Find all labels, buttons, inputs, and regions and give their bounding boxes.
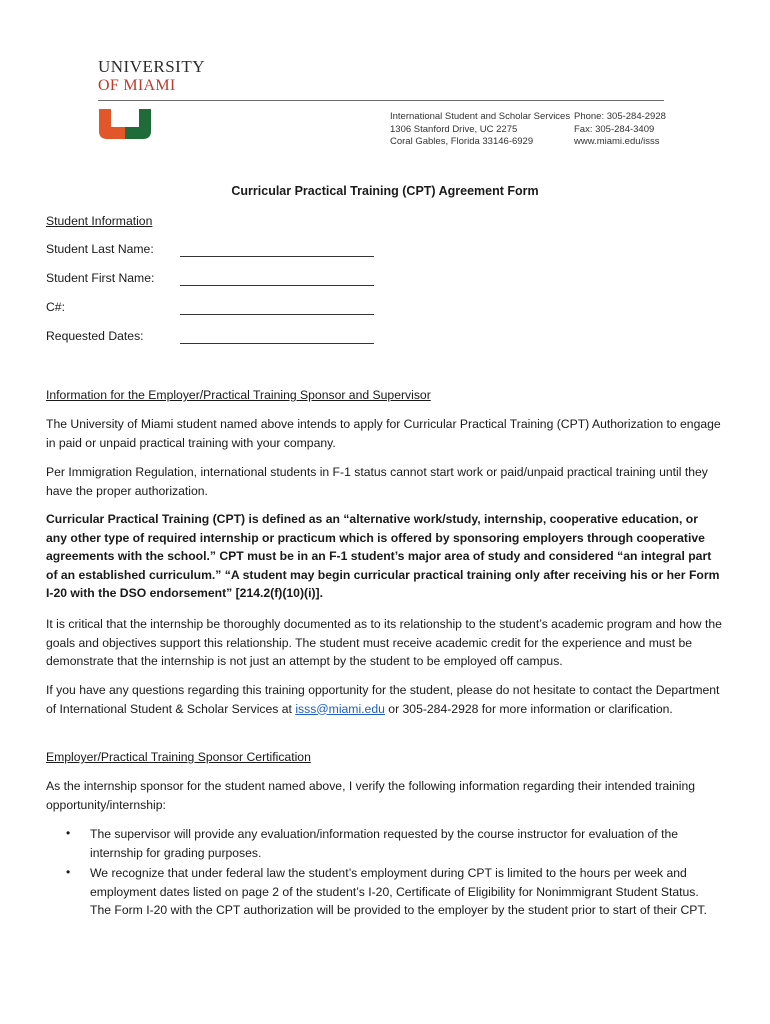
label-cnum: C#: bbox=[46, 300, 65, 314]
section-heading-student: Student Information bbox=[46, 214, 153, 228]
contact-text-end: or 305-284-2928 for more information or clarification. bbox=[384, 701, 673, 716]
logo-university-text: UNIVERSITY bbox=[98, 57, 205, 76]
header-divider bbox=[98, 100, 664, 101]
form-title: Curricular Practical Training (CPT) Agreement Form bbox=[231, 184, 539, 198]
office-street: 1306 Stanford Drive, UC 2275 bbox=[390, 123, 518, 135]
field-requested-dates[interactable] bbox=[180, 343, 374, 344]
bullet-employment-limits: We recognize that under federal law the student’s employment during CPT is limited to the hours per week and employment dates listed on page 2 of the student’s I-20, Certificate of Eligibility for Nonimmigrant Student Status. The Form I-20 with the CPT authorization will be provided to the employer by the student prior to start of their CPT. bbox=[90, 866, 707, 917]
section-heading-certification: Employer/Practical Training Sponsor Certification bbox=[46, 750, 311, 764]
contact-email-link[interactable]: isss@miami.edu bbox=[295, 701, 385, 716]
office-website[interactable]: www.miami.edu/isss bbox=[574, 136, 660, 147]
office-city: Coral Gables, Florida 33146-6929 bbox=[390, 136, 534, 147]
paragraph-intent: The University of Miami student named above intends to apply for Curricular Practical Training (CPT) Authorization to engage in paid or unpaid practical training with your company. bbox=[46, 417, 721, 450]
office-contact bbox=[574, 111, 666, 149]
paragraph-cpt-definition: Curricular Practical Training (CPT) is defined as an “alternative work/study, internship, cooperative education, or any other type of required internship or practicum which is offered by sponsoring employers through cooperative agreements with the school.” CPT must be in an F-1 student’s major area of study and considered “an integral part of an established curriculum.” “A student may begin curricular practical training only after receiving his or her Form I-20 with the DSO endorsement” [214.2(f)(10)(i)]. bbox=[46, 512, 720, 600]
bullet-marker: • bbox=[66, 826, 71, 840]
office-address bbox=[390, 111, 570, 149]
office-fax: Fax: 305-284-3409 bbox=[574, 123, 655, 135]
section-heading-employer: Information for the Employer/Practical Training Sponsor and Supervisor bbox=[46, 388, 431, 402]
label-first-name: Student First Name: bbox=[46, 271, 155, 285]
field-last-name[interactable] bbox=[180, 256, 374, 257]
paragraph-documentation: It is critical that the internship be thoroughly documented as to its relationship to the student’s academic program and how the goals and objectives support this relationship. The student must receive academic credit for the experience and must be demonstrate that the internship is not just an attempt by the student to be employed off campus. bbox=[46, 617, 722, 668]
office-name: International Student and Scholar Services bbox=[390, 111, 571, 122]
field-first-name[interactable] bbox=[180, 285, 374, 286]
bullet-marker: • bbox=[66, 865, 71, 879]
u-logo-green-half bbox=[125, 109, 151, 139]
office-phone: Phone: 305-284-2928 bbox=[574, 111, 666, 122]
field-cnum[interactable] bbox=[180, 314, 374, 315]
u-logo-orange-half bbox=[99, 109, 125, 139]
logo-of-miami-text: OF MIAMI bbox=[98, 77, 176, 94]
university-u-logo bbox=[99, 109, 151, 139]
label-requested-dates: Requested Dates: bbox=[46, 329, 144, 343]
bullet-evaluation: The supervisor will provide any evaluation/information requested by the course instructor for evaluation of the internship for grading purposes. bbox=[90, 827, 679, 860]
paragraph-contact bbox=[46, 681, 722, 718]
contact-text-start: If you have any questions regarding this training opportunity for the student, please do not hesitate to contact the Department of International Student & Scholar Services at bbox=[46, 683, 720, 716]
label-last-name: Student Last Name: bbox=[46, 242, 154, 256]
paragraph-regulation: Per Immigration Regulation, international students in F-1 status cannot start work or paid/unpaid practical training until they have the proper authorization. bbox=[46, 465, 708, 498]
paragraph-sponsor-verify: As the internship sponsor for the student named above, I verify the following information regarding their intended training opportunity/internship: bbox=[46, 779, 696, 812]
